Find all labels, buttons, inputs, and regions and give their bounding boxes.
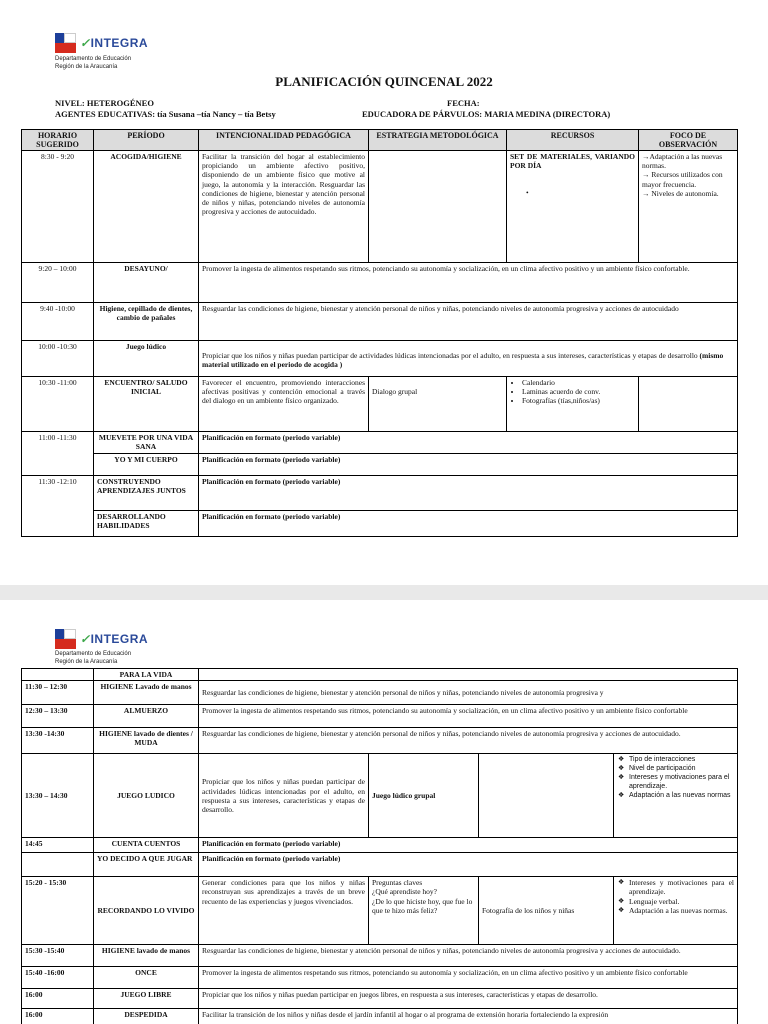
table-row bbox=[22, 705, 738, 728]
column-header: FOCO DE OBSERVACIÓN bbox=[639, 130, 738, 151]
strategy-cell bbox=[369, 151, 507, 263]
period-cell: CONSTRUYENDO APRENDIZAJES JUNTOS bbox=[94, 476, 199, 511]
educadora-label: EDUCADORA DE PÁRVULOS: MARIA MEDINA (DIRECTORA) bbox=[362, 109, 611, 119]
bullet-icon: • bbox=[526, 188, 529, 198]
period-cell: YO Y MI CUERPO bbox=[94, 454, 199, 476]
integra-logo: ✓INTEGRA bbox=[55, 629, 148, 649]
table-row bbox=[22, 476, 738, 511]
time-cell: 8:30 - 9:20 bbox=[22, 151, 94, 263]
column-header: PERÍODO bbox=[94, 130, 199, 151]
period-cell: Juego lúdico bbox=[94, 341, 199, 377]
table-row bbox=[22, 151, 738, 263]
table-row bbox=[22, 511, 738, 537]
description-cell: Propiciar que los niños y niñas puedan participar en juegos libres, en respuesta a sus intereses, características y etapas de desarrollo. bbox=[199, 989, 738, 1009]
description-cell: Resguardar las condiciones de higiene, bienestar y atención personal de niños y niñas, potenciando niveles de autonomía progresiva y acciones de autocuidado. bbox=[199, 728, 738, 754]
table-row bbox=[22, 432, 738, 454]
table-row bbox=[22, 1009, 738, 1024]
period-cell: PARA LA VIDA bbox=[94, 669, 199, 681]
focus-cell: →Adaptación a las nuevas normas. → Recursos utilizados con mayor frecuencia. → Niveles de autonomía. bbox=[639, 151, 738, 263]
table-row bbox=[22, 263, 738, 303]
period-cell: HIGIENE Lavado de manos bbox=[94, 681, 199, 705]
time-cell: 10:30 -11:00 bbox=[22, 377, 94, 432]
time-cell: 16:00 bbox=[22, 989, 94, 1009]
planning-table-1 bbox=[21, 129, 738, 537]
column-header: RECURSOS bbox=[507, 130, 639, 151]
table-row bbox=[22, 967, 738, 989]
focus-cell: ❖ Tipo de interacciones ❖ Nivel de participación ❖ Intereses y motivaciones para el aprendizaje. ❖ Adaptación a las nuevas normas bbox=[614, 754, 738, 838]
period-cell: HIGIENE lavado de manos bbox=[94, 945, 199, 967]
description-cell: Planificación en formato (periodo variable) bbox=[199, 454, 738, 476]
time-cell: 13:30 – 14:30 bbox=[22, 754, 94, 838]
document-page-2 bbox=[0, 600, 768, 1024]
table-header-row bbox=[22, 130, 738, 151]
time-cell: 11:30 -12:10 bbox=[22, 476, 94, 537]
period-cell: ALMUERZO bbox=[94, 705, 199, 728]
time-cell: 14:45 bbox=[22, 838, 94, 853]
chile-flag-icon bbox=[55, 629, 76, 649]
description-cell: Planificación en formato (periodo variable) bbox=[199, 838, 738, 853]
time-cell: 11:30 – 12:30 bbox=[22, 681, 94, 705]
period-cell: ENCUENTRO/ SALUDO INICIAL bbox=[94, 377, 199, 432]
time-cell: 9:40 -10:00 bbox=[22, 303, 94, 341]
period-cell: DESAYUNO/ bbox=[94, 263, 199, 303]
description-cell: Promover la ingesta de alimentos respetando sus ritmos, potenciando su autonomía y socialización, en un clima afectivo positivo y un ambiente físico confortable bbox=[199, 705, 738, 728]
chile-flag-icon bbox=[55, 33, 76, 53]
focus-cell: ❖ Intereses y motivaciones para el aprendizaje. ❖ Lenguaje verbal. ❖ Adaptación a las nuevas normas. bbox=[614, 877, 738, 945]
table-row bbox=[22, 754, 738, 838]
period-cell: HIGIENE lavado de dientes / MUDA bbox=[94, 728, 199, 754]
intent-cell: Generar condiciones para que los niños y niñas reconstruyan sus aprendizajes a través de un breve recuento de las experiencias y juegos vivenciados. bbox=[199, 877, 369, 945]
period-cell: MUEVETE POR UNA VIDA SANA bbox=[94, 432, 199, 454]
period-cell: Higiene, cepillado de dientes, cambio de pañales bbox=[94, 303, 199, 341]
brand-name: INTEGRA bbox=[90, 632, 149, 646]
period-cell: ONCE bbox=[94, 967, 199, 989]
time-cell: 15:40 -16:00 bbox=[22, 967, 94, 989]
strategy-cell: Dialogo grupal bbox=[369, 377, 507, 432]
integra-logo: ✓INTEGRA bbox=[55, 33, 148, 53]
department-label: Departamento de Educación Región de la Araucanía bbox=[55, 56, 132, 70]
description-cell: Resguardar las condiciones de higiene, bienestar y atención personal de niños y niñas, potenciando niveles de autonomía progresiva y bbox=[199, 681, 738, 705]
department-label: Departamento de Educación Región de la Araucanía bbox=[55, 651, 132, 665]
description-cell: Propiciar que los niños y niñas puedan participar de actividades lúdicas intencionadas por el adulto, en respuesta a sus intereses, características y etapas de desarrollo (mismo material utilizado en el periodo de acogida ) bbox=[199, 341, 738, 377]
description-cell: Planificación en formato (periodo variable) bbox=[199, 476, 738, 511]
intent-cell: Propiciar que los niños y niñas puedan participar de actividades lúdicas intencionadas por el adulto, en respuesta a sus intereses, características y etapas de desarrollo. bbox=[199, 754, 369, 838]
table-row bbox=[22, 681, 738, 705]
strategy-cell: Preguntas claves ¿Qué aprendiste hoy? ¿De lo que hiciste hoy, que fue lo que te hizo más feliz? bbox=[369, 877, 479, 945]
planning-table-2 bbox=[21, 668, 738, 1024]
description-cell: Facilitar la transición de los niños y niñas desde el jardín infantil al hogar o al programa de extensión horaria fortaleciendo la expresión bbox=[199, 1009, 738, 1024]
description-cell: Planificación en formato (periodo variable) bbox=[199, 511, 738, 537]
resources-cell bbox=[479, 754, 614, 838]
time-cell: 15:20 - 15:30 bbox=[22, 877, 94, 945]
table-row bbox=[22, 728, 738, 754]
intent-cell: Facilitar la transición del hogar al establecimiento propiciando un ambiente afectivo positivo, disponiendo de un ambiente físico que motive al juego, la autonomía y la interacción. Resguardar las condiciones de higiene, bienestar y atención personal de niños y niñas, potenciando niveles de autonomía progresiva y acciones de autocuidado. bbox=[199, 151, 369, 263]
period-cell: DESPEDIDA bbox=[94, 1009, 199, 1024]
period-cell: YO DECIDO A QUE JUGAR bbox=[94, 853, 199, 877]
fecha-label: FECHA: bbox=[447, 98, 480, 108]
resources-cell: Fotografía de los niños y niñas bbox=[479, 877, 614, 945]
column-header: HORARIO SUGERIDO bbox=[22, 130, 94, 151]
nivel-label: NIVEL: HETEROGÉNEO bbox=[55, 98, 154, 108]
page-title: PLANIFICACIÓN QUINCENAL 2022 bbox=[275, 74, 493, 89]
period-cell: ACOGIDA/HIGIENE bbox=[94, 151, 199, 263]
time-cell: 12:30 – 13:30 bbox=[22, 705, 94, 728]
time-cell: 11:00 -11:30 bbox=[22, 432, 94, 476]
time-cell: 16:00 bbox=[22, 1009, 94, 1024]
description-cell: Resguardar las condiciones de higiene, bienestar y atención personal de niños y niñas, potenciando niveles de autonomía progresiva y acciones de autocuidado. bbox=[199, 945, 738, 967]
time-cell: 13:30 -14:30 bbox=[22, 728, 94, 754]
table-row bbox=[22, 669, 738, 681]
description-cell: Resguardar las condiciones de higiene, bienestar y atención personal de niños y niñas, potenciando niveles de autonomía progresiva y acciones de autocuidado bbox=[199, 303, 738, 341]
period-cell: DESARROLLANDO HABILIDADES bbox=[94, 511, 199, 537]
table-row bbox=[22, 853, 738, 877]
table-row bbox=[22, 303, 738, 341]
table-row bbox=[22, 989, 738, 1009]
agentes-label: AGENTES EDUCATIVAS: tía Susana –tía Nancy – tía Betsy bbox=[55, 109, 276, 119]
table-row bbox=[22, 454, 738, 476]
intent-cell: Favorecer el encuentro, promoviendo interacciones afectivas positivas y contención emocional a través del dialogo en un ambiente físico organizado. bbox=[199, 377, 369, 432]
period-cell: RECORDANDO LO VIVIDO bbox=[94, 877, 199, 945]
strategy-cell: Juego lúdico grupal bbox=[369, 754, 479, 838]
description-cell: Planificación en formato (periodo variable) bbox=[199, 432, 738, 454]
time-cell: 15:30 -15:40 bbox=[22, 945, 94, 967]
period-cell: CUENTA CUENTOS bbox=[94, 838, 199, 853]
time-cell: 9:20 – 10:00 bbox=[22, 263, 94, 303]
column-header: INTENCIONALIDAD PEDAGÓGICA bbox=[199, 130, 369, 151]
column-header: ESTRATEGIA METODOLÓGICA bbox=[369, 130, 507, 151]
period-cell: JUEGO LUDICO bbox=[94, 754, 199, 838]
period-cell: JUEGO LIBRE bbox=[94, 989, 199, 1009]
resources-cell: SET DE MATERIALES, VARIANDO POR DÍA • bbox=[507, 151, 639, 263]
description-cell: Planificación en formato (periodo variable) bbox=[199, 853, 738, 877]
table-row bbox=[22, 877, 738, 945]
resources-cell: • Calendario • Laminas acuerdo de conv. • Fotografías (tías,niños/as) bbox=[507, 377, 639, 432]
time-cell: 10:00 -10:30 bbox=[22, 341, 94, 377]
description-cell: Promover la ingesta de alimentos respetando sus ritmos, potenciando su autonomía y socialización, en un clima afectivo positivo y un ambiente físico confortable bbox=[199, 967, 738, 989]
table-row bbox=[22, 341, 738, 377]
table-row bbox=[22, 838, 738, 853]
description-cell: Promover la ingesta de alimentos respetando sus ritmos, potenciando su autonomía y socialización, en un clima afectivo positivo y un ambiente físico confortable. bbox=[199, 263, 738, 303]
brand-name: INTEGRA bbox=[90, 36, 149, 50]
table-row bbox=[22, 377, 738, 432]
table-row bbox=[22, 945, 738, 967]
focus-cell bbox=[639, 377, 738, 432]
